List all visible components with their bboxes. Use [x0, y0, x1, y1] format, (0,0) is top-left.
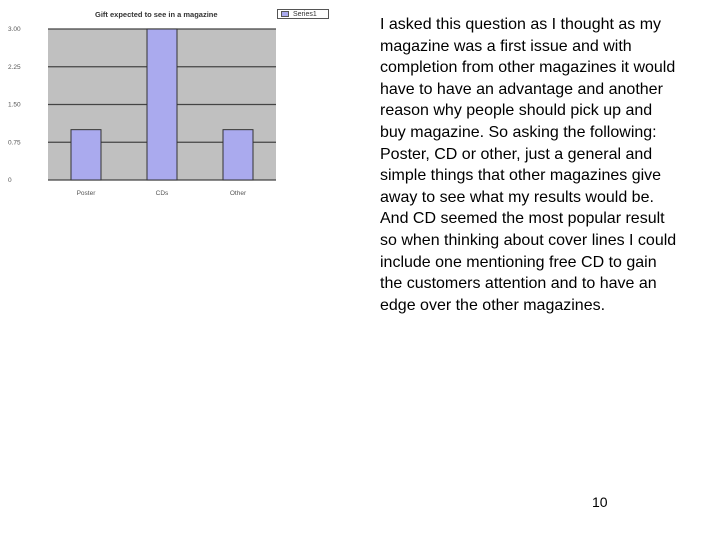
bar-cds	[147, 29, 177, 180]
y-tick-label: 0.75	[8, 139, 21, 147]
legend-label: Series1	[293, 10, 317, 18]
y-tick-label: 1.50	[8, 101, 21, 109]
legend-swatch	[281, 11, 289, 17]
bar-other	[223, 130, 253, 180]
y-tick-label: 0	[8, 177, 12, 184]
x-axis-ticks	[77, 190, 247, 197]
x-tick-label: CDs	[155, 190, 169, 197]
y-axis-ticks	[8, 26, 21, 184]
body-paragraph: I asked this question as I thought as my magazine was a first issue and with completion from other magazines it would have to have an advantage and another reason why people should pick up and buy magazine. So asking the following: Poster, CD or other, just a general and simple things that other magazines give away to see what my results would be. And CD seemed the most popular result so when thinking about cover lines I could include one mentioning free CD to gain the customers attention and to have an edge over the other magazines.	[380, 16, 677, 314]
chart-canvas	[0, 0, 340, 210]
x-tick-label: Poster	[76, 190, 96, 197]
y-tick-label: 2.25	[8, 63, 21, 71]
y-tick-label: 3.00	[8, 26, 21, 33]
x-tick-label: Other	[229, 190, 247, 197]
chart-legend	[277, 9, 329, 19]
chart	[0, 0, 340, 210]
bar-poster	[71, 130, 101, 180]
chart-title: Gift expected to see in a magazine	[95, 10, 218, 19]
page-number: 10	[592, 494, 608, 510]
